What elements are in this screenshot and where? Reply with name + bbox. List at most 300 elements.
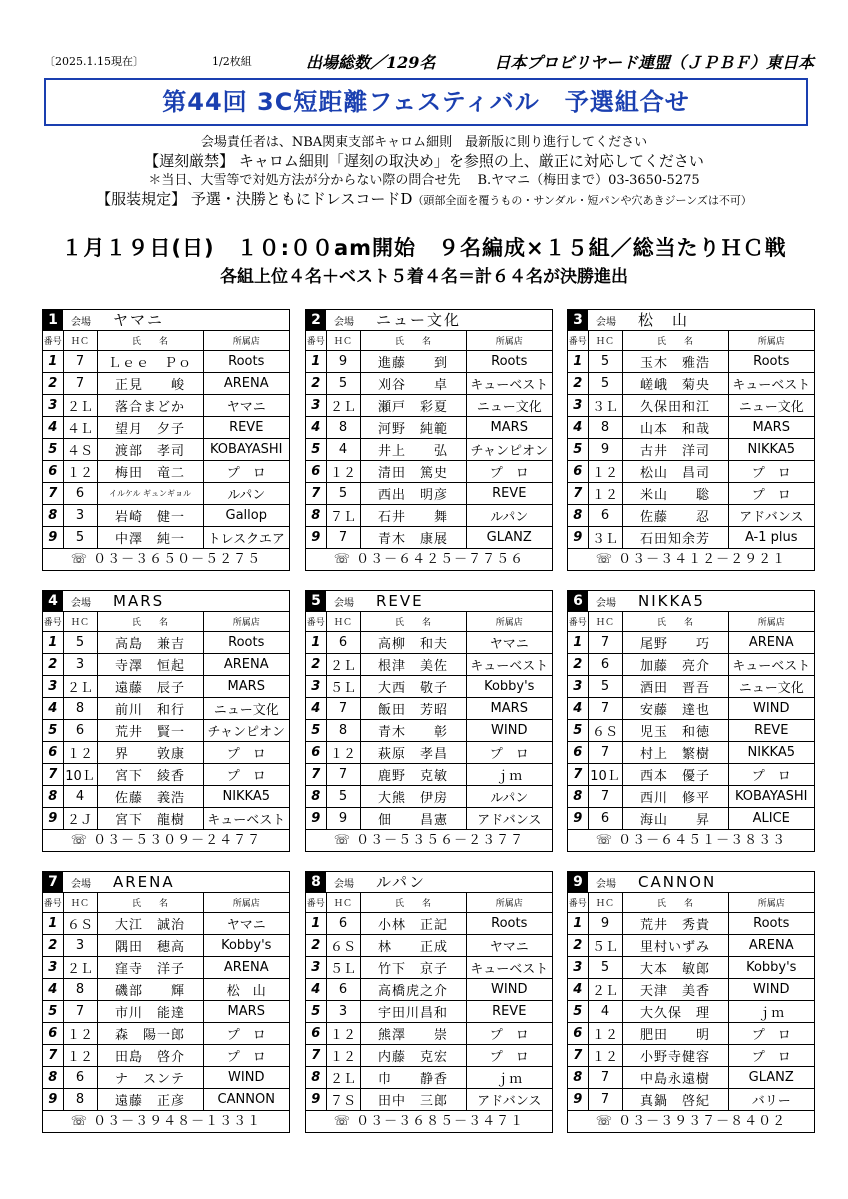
player-club: プ ロ [203,1023,289,1045]
player-name: 真鍋 啓紀 [622,1089,728,1111]
player-name: 進藤 到 [360,351,466,373]
player-number: 8 [306,505,326,527]
player-hc: 6 [326,632,360,654]
player-name: 鹿野 克敏 [360,764,466,786]
player-hc: ３Ｌ [588,395,622,417]
player-number: 2 [306,935,326,957]
player-name: 刈谷 卓 [360,373,466,395]
table-row [568,1001,814,1023]
group-number: 3 [568,310,588,330]
player-club: ARENA [728,935,814,957]
player-club: MARS [728,417,814,439]
player-hc: ４Ｓ [63,439,97,461]
player-name: 界 敦康 [97,742,203,764]
player-club: Kobby's [203,935,289,957]
player-table [568,331,814,549]
table-row [43,632,289,654]
table-row [306,808,552,830]
player-hc: 9 [588,439,622,461]
col-hc: ＨＣ [63,331,97,351]
player-name: 井上 弘 [360,439,466,461]
player-name: 小林 正記 [360,913,466,935]
table-row [43,979,289,1001]
col-name: 氏 名 [360,331,466,351]
venue-name: CANNON [638,873,717,891]
col-club: 所属店 [728,893,814,913]
venue-name: ARENA [113,873,175,891]
player-club: プ ロ [203,1045,289,1067]
table-row [43,1001,289,1023]
table-row [43,676,289,698]
notes [0,133,848,210]
player-number: 2 [306,654,326,676]
col-club: 所属店 [203,331,289,351]
column-header-row [568,893,814,913]
player-name: 大久保 理 [622,1001,728,1023]
table-row [568,417,814,439]
player-club: ヤマニ [466,935,552,957]
group-header [43,310,289,331]
player-hc: 5 [326,373,360,395]
group-header [306,872,552,893]
player-number: 6 [306,461,326,483]
table-row [568,764,814,786]
player-table [43,331,289,549]
player-hc: ６Ｓ [326,935,360,957]
player-name: 石井 舞 [360,505,466,527]
player-number: 5 [306,1001,326,1023]
player-club: ARENA [728,632,814,654]
venue-phone: ☏ ０３－３９３７－８４０２ [595,1114,787,1129]
player-club: Roots [203,351,289,373]
player-number: 2 [306,373,326,395]
player-hc: ４Ｌ [63,417,97,439]
venue-label: 会場 [71,879,91,890]
player-name: 高島 兼吉 [97,632,203,654]
player-club: WIND [466,720,552,742]
player-club: REVE [466,483,552,505]
player-name: 久保田和江 [622,395,728,417]
player-club: アドバンス [728,505,814,527]
player-number: 4 [568,698,588,720]
player-club: Roots [466,913,552,935]
table-row [43,1067,289,1089]
player-club: ニュー文化 [203,698,289,720]
player-hc: 3 [63,935,97,957]
table-row [43,395,289,417]
player-name: 佃 昌憲 [360,808,466,830]
table-row [568,676,814,698]
player-club: MARS [203,676,289,698]
table-row [306,742,552,764]
player-club: Kobby's [728,957,814,979]
player-club: ニュー文化 [466,395,552,417]
player-number: 9 [568,1089,588,1111]
group-number: 7 [43,872,63,892]
player-club: アドバンス [466,1089,552,1111]
table-row [306,676,552,698]
player-club: WIND [466,979,552,1001]
column-header-row [568,612,814,632]
player-club: プ ロ [466,742,552,764]
player-number: 5 [568,720,588,742]
player-hc: 5 [63,632,97,654]
player-club: ALICE [728,808,814,830]
player-table [43,893,289,1111]
player-hc: 10Ｌ [63,764,97,786]
table-row [43,373,289,395]
player-number: 9 [43,1089,63,1111]
player-number: 3 [43,957,63,979]
player-number: 3 [568,957,588,979]
player-name: 磯部 輝 [97,979,203,1001]
player-club: プ ロ [466,1045,552,1067]
group-number: 9 [568,872,588,892]
table-row [306,1001,552,1023]
col-no: 番号 [306,893,326,913]
group-number: 5 [306,591,326,611]
player-club: Kobby's [466,676,552,698]
col-club: 所属店 [466,893,552,913]
player-club: GLANZ [466,527,552,549]
player-number: 9 [568,808,588,830]
table-row [306,913,552,935]
player-name: 渡部 孝司 [97,439,203,461]
table-row [306,505,552,527]
player-club: プ ロ [728,461,814,483]
player-hc: 7 [63,1001,97,1023]
col-no: 番号 [43,331,63,351]
column-header-row [43,893,289,913]
schedule-headline: １月１９日(日) １０:００am開始 ９名編成×１５組／総当たりＨＣ戦 [61,236,787,260]
page-title: 第44回 3C短距離フェスティバル 予選組合せ [44,78,808,126]
table-row [568,351,814,373]
player-name: 岩崎 健一 [97,505,203,527]
table-row [568,654,814,676]
player-name: 瀬戸 彩夏 [360,395,466,417]
table-row [568,979,814,1001]
column-header-row [43,331,289,351]
player-name: 遠藤 辰子 [97,676,203,698]
venue-name: MARS [113,592,165,610]
qualification-rule: 各組上位４名＋ベスト５着４名＝計６４名が決勝進出 [220,267,628,287]
col-hc: ＨＣ [63,893,97,913]
player-hc: 6 [63,1067,97,1089]
venue-label: 会場 [596,879,616,890]
player-name: 村上 繁樹 [622,742,728,764]
player-club: Roots [466,351,552,373]
player-number: 2 [43,935,63,957]
player-name: 大江 誠治 [97,913,203,935]
player-hc: 7 [588,1089,622,1111]
player-hc: 7 [588,786,622,808]
table-row [568,505,814,527]
venue-name: ヤマニ [113,311,165,329]
player-hc: 7 [588,1067,622,1089]
player-name: 安藤 達也 [622,698,728,720]
col-club: 所属店 [728,331,814,351]
player-number: 8 [43,505,63,527]
player-club: プ ロ [728,764,814,786]
player-name: 中澤 純一 [97,527,203,549]
player-club: REVE [728,720,814,742]
player-number: 3 [306,957,326,979]
player-name: 米山 聡 [622,483,728,505]
table-row [43,720,289,742]
player-number: 1 [568,351,588,373]
player-hc: ５Ｌ [326,957,360,979]
player-number: 6 [306,1023,326,1045]
player-table [568,893,814,1111]
player-hc: ６Ｓ [588,720,622,742]
player-hc: 3 [63,505,97,527]
organization: 日本プロビリヤード連盟（ＪＰＢＦ）東日本 [494,53,814,72]
player-number: 1 [43,632,63,654]
player-number: 7 [43,764,63,786]
player-table [306,612,552,830]
table-row [43,351,289,373]
player-number: 7 [43,1045,63,1067]
table-row [568,527,814,549]
player-club: プ ロ [728,1023,814,1045]
player-number: 5 [43,720,63,742]
venue-phone: ☏ ０３－３９４８－１３３１ [70,1114,262,1129]
player-club: トレスクエア [203,527,289,549]
player-number: 8 [568,505,588,527]
col-no: 番号 [568,893,588,913]
player-name: 隅田 穂高 [97,935,203,957]
venue-name: REVE [376,592,424,610]
player-club: プ ロ [203,764,289,786]
player-number: 9 [306,1089,326,1111]
player-name: 大本 敏郎 [622,957,728,979]
venue-name: ルパン [376,873,426,891]
table-row [568,935,814,957]
col-hc: ＨＣ [588,331,622,351]
player-number: 6 [568,742,588,764]
player-number: 7 [306,764,326,786]
player-name: 森 陽一郎 [97,1023,203,1045]
player-hc: 6 [326,979,360,1001]
col-club: 所属店 [728,612,814,632]
player-hc: ２Ｌ [326,1067,360,1089]
player-name: 内藤 克宏 [360,1045,466,1067]
col-name: 氏 名 [622,331,728,351]
table-row [568,483,814,505]
player-number: 4 [568,979,588,1001]
player-number: 2 [568,373,588,395]
player-name: Ｌｅｅ Ｐｏ [97,351,203,373]
player-name: 宮下 龍樹 [97,808,203,830]
group-6 [567,590,815,852]
table-row [306,698,552,720]
col-hc: ＨＣ [588,612,622,632]
note-line-2: 【遅刻厳禁】 キャロム細則「遅刻の取決め」を参照の上、厳正に対応してください [144,152,704,170]
player-number: 4 [306,417,326,439]
player-hc: 6 [63,483,97,505]
player-club: MARS [466,698,552,720]
player-hc: 10Ｌ [588,764,622,786]
venue-label: 会場 [596,317,616,328]
player-name: 青木 彰 [360,720,466,742]
player-club: キューベスト [466,654,552,676]
dress-code: 【服装規定】 予選・決勝ともにドレスコードD [96,190,413,208]
player-club: プ ロ [728,483,814,505]
player-name: 大熊 伊房 [360,786,466,808]
table-row [306,1045,552,1067]
player-hc: １２ [588,1045,622,1067]
player-hc: ７Ｓ [326,1089,360,1111]
player-hc: 5 [588,373,622,395]
player-name: 正見 峻 [97,373,203,395]
player-hc: ３Ｌ [588,527,622,549]
player-name: 天津 美香 [622,979,728,1001]
player-number: 4 [43,417,63,439]
player-hc: 7 [588,742,622,764]
player-club: GLANZ [728,1067,814,1089]
col-no: 番号 [43,612,63,632]
column-header-row [306,331,552,351]
player-name: 前川 和行 [97,698,203,720]
player-name: 清田 篤史 [360,461,466,483]
player-name: 西出 明彦 [360,483,466,505]
player-club: KOBAYASHI [203,439,289,461]
player-number: 4 [568,417,588,439]
player-number: 9 [568,527,588,549]
player-hc: １２ [63,1045,97,1067]
player-club: ルパン [466,505,552,527]
table-row [306,1023,552,1045]
col-no: 番号 [306,331,326,351]
player-number: 1 [43,351,63,373]
venue-label: 会場 [596,598,616,609]
player-hc: 4 [63,786,97,808]
player-name: 尾野 巧 [622,632,728,654]
col-hc: ＨＣ [588,893,622,913]
player-number: 5 [306,720,326,742]
group-2 [305,309,553,571]
player-hc: ２Ｌ [63,957,97,979]
table-row [43,417,289,439]
venue-phone: ☏ ０３－３６５０－５２７５ [70,552,262,567]
group-number: 2 [306,310,326,330]
player-hc: 8 [63,1089,97,1111]
group-header [568,872,814,893]
player-number: 3 [306,395,326,417]
player-name: 青木 康展 [360,527,466,549]
player-name: 遠藤 正彦 [97,1089,203,1111]
col-no: 番号 [568,612,588,632]
table-row [568,742,814,764]
player-hc: １２ [63,742,97,764]
player-name: 中島永遠樹 [622,1067,728,1089]
venue-phone: ☏ ０３－５３５６－２３７７ [333,833,525,848]
table-row [306,764,552,786]
player-hc: 6 [588,654,622,676]
col-club: 所属店 [466,612,552,632]
player-name: 望月 夕子 [97,417,203,439]
player-name: 佐藤 忍 [622,505,728,527]
player-number: 7 [306,483,326,505]
col-hc: ＨＣ [326,612,360,632]
player-club: WIND [203,1067,289,1089]
player-hc: 5 [588,957,622,979]
player-hc: １２ [326,1023,360,1045]
table-row [43,957,289,979]
table-row [568,698,814,720]
table-row [306,786,552,808]
col-club: 所属店 [466,331,552,351]
table-row [43,1089,289,1111]
player-hc: 9 [326,351,360,373]
venue-label: 会場 [334,598,354,609]
player-number: 1 [306,913,326,935]
table-row [43,935,289,957]
table-row [568,1023,814,1045]
player-table [568,612,814,830]
table-row [43,913,289,935]
player-number: 9 [306,808,326,830]
player-club: キューベスト [203,808,289,830]
player-name: 古井 洋司 [622,439,728,461]
player-hc: 8 [63,698,97,720]
player-name: 林 正成 [360,935,466,957]
group-header [306,310,552,331]
player-hc: １２ [588,483,622,505]
player-club: A-1 plus [728,527,814,549]
table-row [43,483,289,505]
player-number: 1 [43,913,63,935]
player-hc: 7 [588,698,622,720]
table-row [43,698,289,720]
player-hc: 4 [588,1001,622,1023]
player-name: 玉木 雅浩 [622,351,728,373]
player-number: 8 [306,1067,326,1089]
note-line-3: ＊当日、大雪等で対処方法が分からない際の問合せ先 B.ヤマニ（梅田まで）03-3650-5275 [148,173,700,188]
player-number: 6 [43,461,63,483]
top-line [44,50,814,70]
player-name: 市川 能達 [97,1001,203,1023]
player-number: 5 [306,439,326,461]
group-header [306,591,552,612]
player-hc: ２Ｌ [326,654,360,676]
player-hc: ２Ｊ [63,808,97,830]
player-name: 小野寺健容 [622,1045,728,1067]
player-hc: 7 [588,632,622,654]
player-number: 6 [306,742,326,764]
player-hc: ２Ｌ [326,395,360,417]
player-number: 8 [43,786,63,808]
player-name: イルケル ギュンギョル [97,483,203,505]
table-row [306,483,552,505]
table-row [568,957,814,979]
venue-phone: ☏ ０３－６４２５－７７５６ [333,552,525,567]
player-hc: 7 [326,527,360,549]
player-number: 4 [43,979,63,1001]
table-row [306,632,552,654]
player-club: プ ロ [203,742,289,764]
table-row [568,1045,814,1067]
player-number: 5 [43,1001,63,1023]
player-name: 宮下 綾香 [97,764,203,786]
group-header [43,872,289,893]
player-hc: 5 [326,786,360,808]
player-table [43,612,289,830]
sheet-count: 1/2枚組 [212,55,252,68]
player-club: Roots [203,632,289,654]
as-of-date: 〔2025.1.15現在〕 [44,55,144,68]
group-number: 8 [306,872,326,892]
